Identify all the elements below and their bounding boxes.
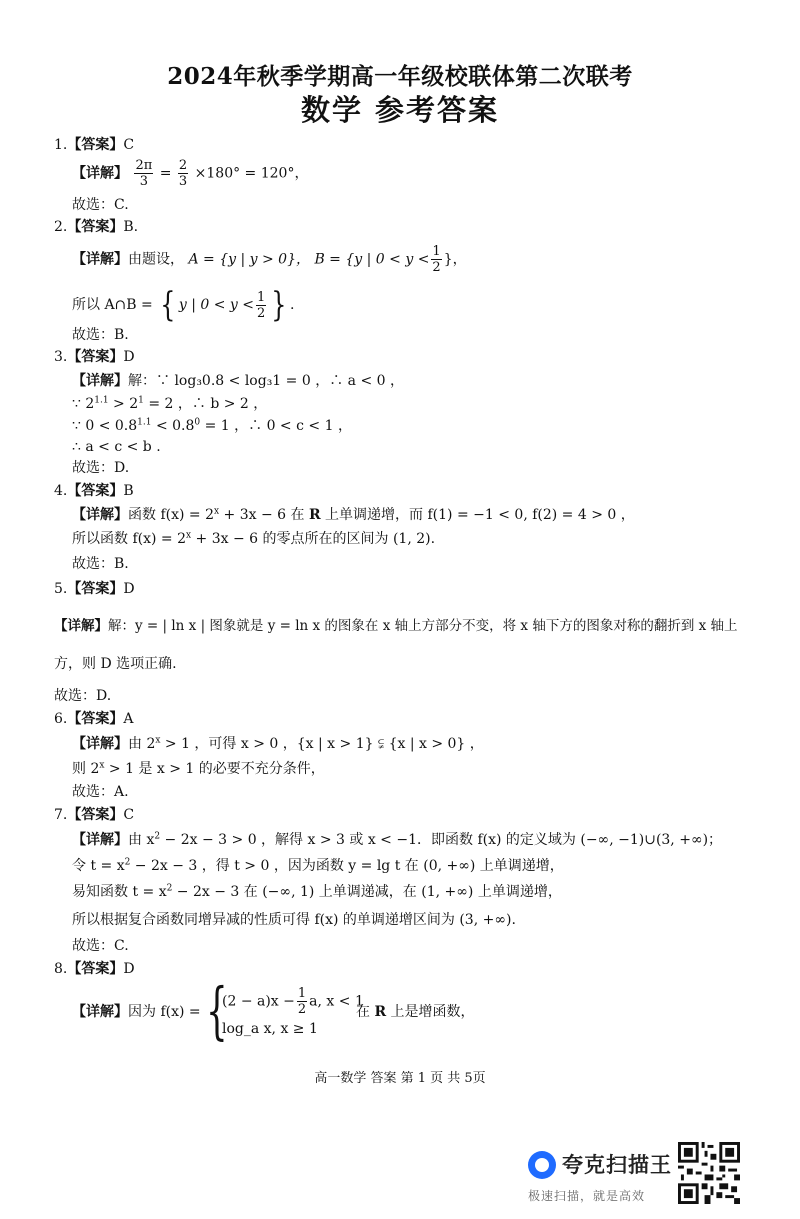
qr-code-icon bbox=[678, 1142, 740, 1204]
q7-detail-line1: 【详解】由 $x^2 - 2x - 3 > 0$ ，解得 x > 3 或 x < −1．即函数 f(x) 的定义域为 (−∞, −1)∪(3, +∞)； bbox=[72, 831, 723, 848]
q1-choose: 故选：C. bbox=[72, 197, 129, 213]
q8-case1: (2 − a)x − $\frac{1}{2}$ a, x < 1 bbox=[222, 986, 364, 1017]
q6-choose: 故选：A. bbox=[72, 784, 129, 800]
q1-answer: 1.【答案】C bbox=[54, 137, 135, 153]
q5-answer: 5.【答案】D bbox=[54, 581, 135, 597]
watermark-name: 夸克扫描王 bbox=[562, 1153, 672, 1177]
q2-detail-line1: 【详解】由题设， A = {y | y > 0}， B = {y | 0 < y < $\frac{1}{2}$ }， bbox=[72, 244, 467, 275]
q4-answer: 4.【答案】B bbox=[54, 483, 134, 499]
q7-detail-line2: 令 $t = x^2 - 2x - 3$ ，得 t > 0 ，因为函数 y = lg t 在 (0, +∞) 上单调递增， bbox=[72, 857, 564, 874]
q3-detail-line4: ∴ a < c < b . bbox=[72, 439, 161, 455]
q5-detail-line1: 【详解】解：y = | ln x | 图象就是 y = ln x 的图象在 x 轴上方部分不变，将 x 轴下方的图象对称的翻折到 x 轴上 bbox=[54, 618, 738, 634]
q4-detail-line2: 所以函数 $f(x) = 2^x + 3x - 6$ 的零点所在的区间为 (1, 2). bbox=[72, 530, 436, 547]
q1-detail: 【详解】 $\frac{2\pi}{3}$ = $\frac{2}{3}$ ×180° = 120°， bbox=[72, 158, 309, 189]
piecewise-brace: { bbox=[206, 974, 228, 1047]
scanner-logo-icon bbox=[528, 1151, 556, 1179]
q6-detail-line2: 则 $2^x > 1$ 是 x > 1 的必要不充分条件， bbox=[72, 760, 325, 777]
q7-answer: 7.【答案】C bbox=[54, 807, 135, 823]
q2-answer: 2.【答案】B. bbox=[54, 219, 139, 235]
q2-detail-line2: 所以 A∩B = { y | 0 < y < $\frac{1}{2}$ } . bbox=[72, 285, 295, 325]
watermark-slogan: 极速扫描，就是高效 bbox=[528, 1189, 646, 1203]
q5-detail-line2: 方，则 D 选项正确. bbox=[54, 656, 177, 672]
q3-choose: 故选：D. bbox=[72, 460, 130, 476]
q8-detail-tail: 在 R 上是增函数， bbox=[356, 1004, 475, 1020]
q4-detail-line1: 【详解】函数 $f(x) = 2^x + 3x - 6$ 在 R 上单调递增，而 f(1) = −1 < 0, f(2) = 4 > 0 ， bbox=[72, 506, 635, 523]
q6-detail-line1: 【详解】由 $2^x > 1$ ，可得 x > 0 ，{x | x > 1} ⫋ {x | x > 0} ， bbox=[72, 735, 484, 752]
q8-answer: 8.【答案】D bbox=[54, 961, 135, 977]
q7-detail-line4: 所以根据复合函数同增异减的性质可得 f(x) 的单调递增区间为 (3, +∞). bbox=[72, 912, 516, 928]
q5-choose: 故选：D. bbox=[54, 688, 112, 704]
page-title: 数学 参考答案 bbox=[300, 93, 500, 127]
q7-detail-line3: 易知函数 $t = x^2 - 2x - 3$ 在 (−∞, 1) 上单调递减，在 (1, +∞) 上单调递增， bbox=[72, 883, 562, 900]
q2-choose: 故选：B. bbox=[72, 327, 129, 343]
q6-answer: 6.【答案】A bbox=[54, 711, 134, 727]
q8-detail-lead: 【详解】因为 f(x) = bbox=[72, 1004, 201, 1020]
q3-detail-line2: ∵ $2^{1.1} > 2^1 = 2$ ，∴ b > 2 ， bbox=[72, 395, 268, 412]
q3-detail-line3: ∵ $0 < 0.8^{1.1} < 0.8^0 = 1$ ，∴ 0 < c < 1 ， bbox=[72, 417, 352, 434]
q4-choose: 故选：B. bbox=[72, 556, 129, 572]
q3-detail-line1: 【详解】解：∵ log₃0.8 < log₃1 = 0 ，∴ a < 0 ， bbox=[72, 373, 404, 389]
exam-title: 2024年秋季学期高一年级校联体第二次联考 bbox=[167, 63, 633, 90]
q7-choose: 故选：C. bbox=[72, 938, 129, 954]
q8-case2: log_a x, x ≥ 1 bbox=[222, 1021, 318, 1037]
scanner-watermark bbox=[528, 1147, 674, 1207]
page-footer: 高一数学 答案 第 1 页 共 5页 bbox=[314, 1071, 486, 1086]
q3-answer: 3.【答案】D bbox=[54, 349, 135, 365]
